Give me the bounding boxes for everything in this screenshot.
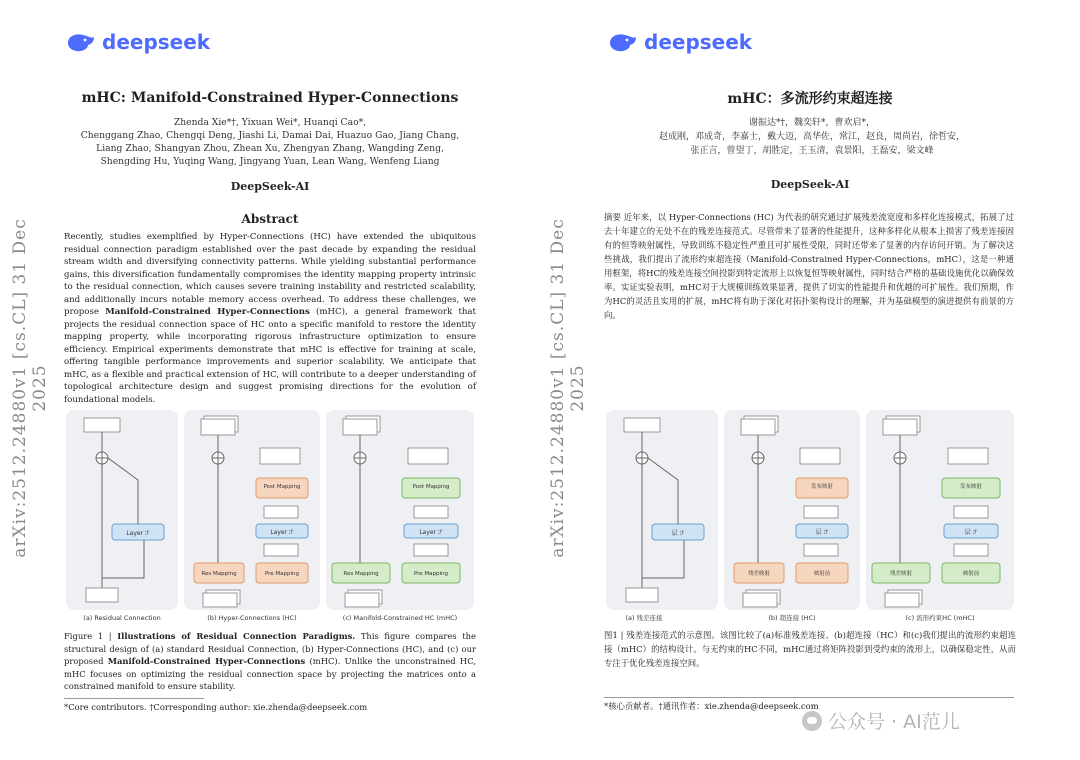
abstract-text: Recently, studies exemplified by Hyper-Connections (HC) have extended the ubiquitous residual connection paradigm established over the past decade by expanding the residual stream width and diversifying connectivity patterns. While yielding substantial performance gains, this diversification fundamentally compromises the identity mapping property intrinsic to the residual connection, which causes severe training instability and restricted scalability, and additionally incurs notable memory access overhead. To address these challenges, we propose Manifold-Constrained Hyper-Connections (mHC), a general framework that projects the residual connection space of HC onto a specific manifold to restore the identity mapping property, while incorporating rigorous infrastructure optimization to ensure efficiency. Empirical experiments demonstrate that mHC is effective for training at scale, offering tangible performance improvements and superior scalability. We anticipate that mHC, as a flexible and practical extension of HC, will contribute to a deeper understanding of topological architecture design and suggest promising directions for the evolution of foundational models. — [64, 232, 477, 405]
deepseek-logo — [608, 30, 752, 54]
layer-label: 层 ℱ — [671, 530, 685, 537]
pre-mapping-label: Pre Mapping — [264, 571, 300, 577]
page-chinese — [540, 0, 1080, 760]
res-mapping-label: Res Mapping — [201, 571, 237, 577]
svg-text:Layer ℱ: Layer ℱ — [419, 529, 443, 536]
whale-icon — [66, 31, 96, 53]
svg-text:残差映射: 残差映射 — [747, 571, 771, 577]
figure-1 — [604, 408, 1016, 626]
svg-text:层 ℱ: 层 ℱ — [815, 529, 829, 536]
deepseek-logo — [66, 30, 210, 54]
figure-diagram — [604, 408, 1016, 626]
svg-text:发布映射: 发布映射 — [810, 484, 834, 490]
layer-label: Layer ℱ — [126, 530, 150, 537]
svg-text:映射前: 映射前 — [962, 571, 980, 577]
footnote-rule — [64, 698, 204, 699]
svg-text:Res Mapping: Res Mapping — [343, 571, 379, 577]
affiliation: DeepSeek-AI — [230, 180, 310, 193]
author-line: Zhenda Xie*†, Yixuan Wei*, Huanqi Cao*, — [173, 117, 367, 128]
footnote: *Core contributors. †Corresponding author: xie.zhenda@deepseek.com — [64, 702, 368, 712]
figure-caption: 图1 | 残差连接范式的示意图。该图比较了(a)标准残差连接、(b)超连接（HC）和(c)我们提出的流形约束超连接（mHC）的结构设计。与无约束的HC不同，mHC通过将矩阵投影到受约束的流形上，以确保稳定性，从而专注于优化残差连接空间。 — [604, 630, 1016, 668]
arxiv-stamp: arXiv:2512.24880v1 [cs.CL] 31 Dec 2025 — [548, 218, 588, 558]
panel-b-label: (b) 超连接 (HC) — [768, 614, 816, 622]
panel-a — [66, 410, 178, 610]
author-line: Liang Zhao, Shangyan Zhou, Zhean Xu, Zhengyan Zhang, Wangding Zeng, — [96, 143, 444, 154]
logo-text: deepseek — [644, 30, 753, 54]
author-line: Chenggang Zhao, Chengqi Deng, Jiashi Li, Damai Dai, Huazuo Gao, Jiang Chang, — [80, 130, 460, 141]
watermark — [802, 707, 960, 734]
author-line: 谢振达*†，魏奕轩*，曹欢启*， — [748, 118, 875, 128]
panel-b-label: (b) Hyper-Connections (HC) — [207, 614, 297, 622]
author-line: Shengding Hu, Yuqing Wang, Jingyang Yuan, Lean Wang, Wenfeng Liang — [100, 156, 440, 167]
panel-c-label: (c) Manifold-Constrained HC (mHC) — [342, 614, 458, 622]
abstract-heading: Abstract — [241, 212, 299, 226]
author-list — [60, 116, 480, 168]
logo-text: deepseek — [102, 30, 211, 54]
svg-text:Post Mapping: Post Mapping — [412, 484, 450, 490]
affiliation: DeepSeek-AI — [770, 178, 850, 191]
svg-text:发布映射: 发布映射 — [959, 484, 983, 490]
svg-text:映射前: 映射前 — [813, 571, 831, 577]
x-l-box — [86, 588, 118, 602]
svg-text:残差映射: 残差映射 — [889, 571, 913, 577]
figure-diagram — [64, 408, 476, 626]
author-list — [602, 116, 1022, 158]
panel-c-label: (c) 流形约束HC (mHC) — [905, 614, 975, 622]
wechat-icon — [802, 711, 822, 731]
paper-title: mHC：多流形约束超连接 — [727, 91, 893, 107]
x-next-box — [84, 418, 120, 432]
author-line: 赵成刚，邓成奇，李嘉士，戴大迈，高华佐，常江，赵良，周尚岩，徐哲安， — [658, 132, 965, 142]
figure-caption: Figure 1 | Illustrations of Residual Connection Paradigms. This figure compares the structural design of (a) standard Residual Connection, (b) Hyper-Connections (HC), and (c) our proposed Manifold-Constrained Hyper-Connections (mHC). Unlike the unconstrained HC, mHC focuses on optimizing the residual connection space by projecting the matrices onto a constrained manifold to ensure stability. — [64, 631, 476, 691]
svg-text:层 ℱ: 层 ℱ — [964, 529, 978, 536]
svg-text:Layer ℱ: Layer ℱ — [270, 529, 294, 536]
panel-a — [606, 410, 718, 610]
post-mapping-label: Post Mapping — [263, 484, 301, 490]
whale-icon — [608, 31, 638, 53]
watermark-text: 公众号 · AI范儿 — [828, 711, 960, 733]
footnote: *核心贡献者。†通讯作者：xie.zhenda@deepseek.com — [604, 701, 819, 711]
figure-1 — [64, 408, 476, 626]
panel-a-label: (a) Residual Connection — [83, 614, 161, 622]
footnote-rule — [604, 697, 1014, 698]
abstract-text: 摘要 近年来，以 Hyper-Connections (HC) 为代表的研究通过扩展残差流宽度和多样化连接模式，拓展了过去十年建立的无处不在的残差连接范式。尽管带来了显著的性能提升，这种多样化从根本上损害了残差连接固有的恒等映射属性，导致训练不稳定性严重且可扩展性受限，同时还带来了显著的内存访问开销。为了解决这些挑战，我们提出了流形约束超连接（Manifold-Constrained Hyper-Connections，mHC），这是一种通用框架，将HC的残差连接空间投影到特定流形上以恢复恒等映射属性，同时结合严格的基础设施优化以确保效率。实证实验表明，mHC对于大规模训练效果显著，提供了切实的性能提升和优越的可扩展性。我们预期，作为HC的灵活且实用的扩展，mHC将有助于深化对拓扑架构设计的理解，并为基础模型的演进提供有前景的方向。 — [604, 212, 1014, 320]
arxiv-stamp: arXiv:2512.24880v1 [cs.CL] 31 Dec 2025 — [10, 218, 50, 558]
author-line: 张正言，曾望丁，胡胜定，王玉清，袁景阳，王磊安，梁文峰 — [690, 146, 934, 156]
paper-title: mHC: Manifold-Constrained Hyper-Connections — [81, 90, 459, 106]
svg-text:Pre Mapping: Pre Mapping — [413, 571, 449, 577]
panel-a-label: (a) 残差连接 — [625, 614, 663, 622]
